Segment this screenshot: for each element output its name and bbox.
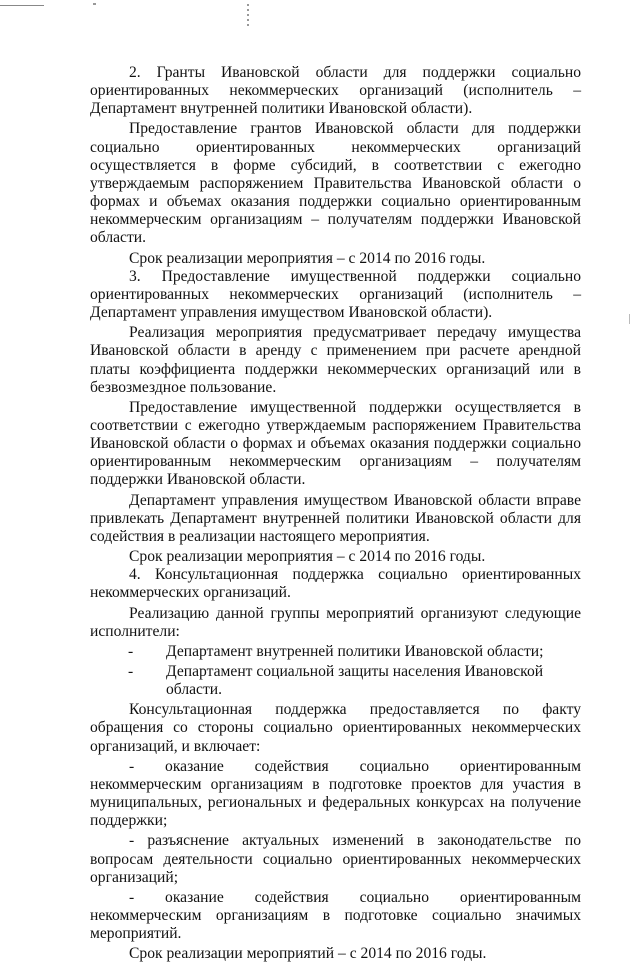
- paragraph-section-3-title: 3. Предоставление имущественной поддержки социально ориентированных некоммерческих организаций (исполнитель – Департамент управления имуществом Ивановской области).: [90, 267, 581, 322]
- paragraph: Предоставление имущественной поддержки осуществляется в соответствии с ежегодно утверждаемым распоряжением Правительства Ивановской области о формах и объемах оказания поддержки социально ориентированным некоммерческим организациям – получателям поддержки Ивановской области.: [90, 398, 581, 489]
- document-body: [90, 64, 581, 964]
- paragraph-section-4-title: 4. Консультационная поддержка социально ориентированных некоммерческих организаций.: [90, 566, 581, 602]
- list-item: [90, 663, 581, 699]
- paragraph: Предоставление грантов Ивановской области для поддержки социально ориентированных некоммерческих организаций осуществляется в форме субсидий, в соответствии с ежегодно утверждаемым распоряжением Правительства Ивановской области о формах и объемах оказания поддержки социально ориентированным некоммерческим организациям – получателям поддержки Ивановской области.: [90, 120, 581, 247]
- list-item: - разъяснение актуальных изменений в законодательстве по вопросам деятельности социально ориентированных некоммерческих организаций;: [90, 832, 581, 886]
- list-item: - оказание содействия социально ориентированным некоммерческим организациям в подготовке проектов для участия в муниципальных, региональных и федеральных конкурсах на получение поддержки;: [90, 757, 581, 830]
- scan-dot: [93, 3, 96, 5]
- list-dash: -: [128, 663, 134, 680]
- paragraph: Департамент управления имуществом Ивановской области вправе привлекать Департамент внутренней политики Ивановской области для содействия в реализации настоящего мероприятия.: [90, 491, 581, 545]
- paragraph: Реализация мероприятия предусматривает передачу имущества Ивановской области в аренду с применением при расчете арендной платы коэффициента поддержки некоммерческих организаций или в безвозмездное пользование.: [90, 324, 581, 396]
- paragraph-deadline: Срок реализации мероприятия – с 2014 по 2016 годы.: [129, 249, 486, 267]
- paragraph: Реализацию данной группы мероприятий организуют следующие исполнители:: [90, 604, 581, 640]
- list-item: - оказание содействия социально ориентированным некоммерческим организациям в подготовке социально значимых мероприятий.: [90, 888, 581, 943]
- list-item-text: Департамент внутренней политики Ивановской области;: [166, 642, 544, 660]
- paragraph-deadline: Срок реализации мероприятий – с 2014 по 2016 годы.: [129, 945, 487, 963]
- paragraph-section-2-title: 2. Гранты Ивановской области для поддержки социально ориентированных некоммерческих организаций (исполнитель – Департамент внутренней политики Ивановской области).: [90, 64, 581, 118]
- scan-mark: [0, 5, 44, 6]
- scan-mark: [247, 4, 249, 26]
- paragraph-deadline: Срок реализации мероприятия – с 2014 по 2016 годы.: [129, 548, 486, 566]
- list-item-text: Департамент социальной защиты населения Ивановской области.: [166, 663, 544, 699]
- list-item: [90, 643, 581, 661]
- scan-mark: [629, 314, 630, 324]
- list-dash: -: [128, 642, 134, 660]
- paragraph: Консультационная поддержка предоставляется по факту обращения со стороны социально ориентированных некоммерческих организаций, и включает:: [90, 701, 581, 755]
